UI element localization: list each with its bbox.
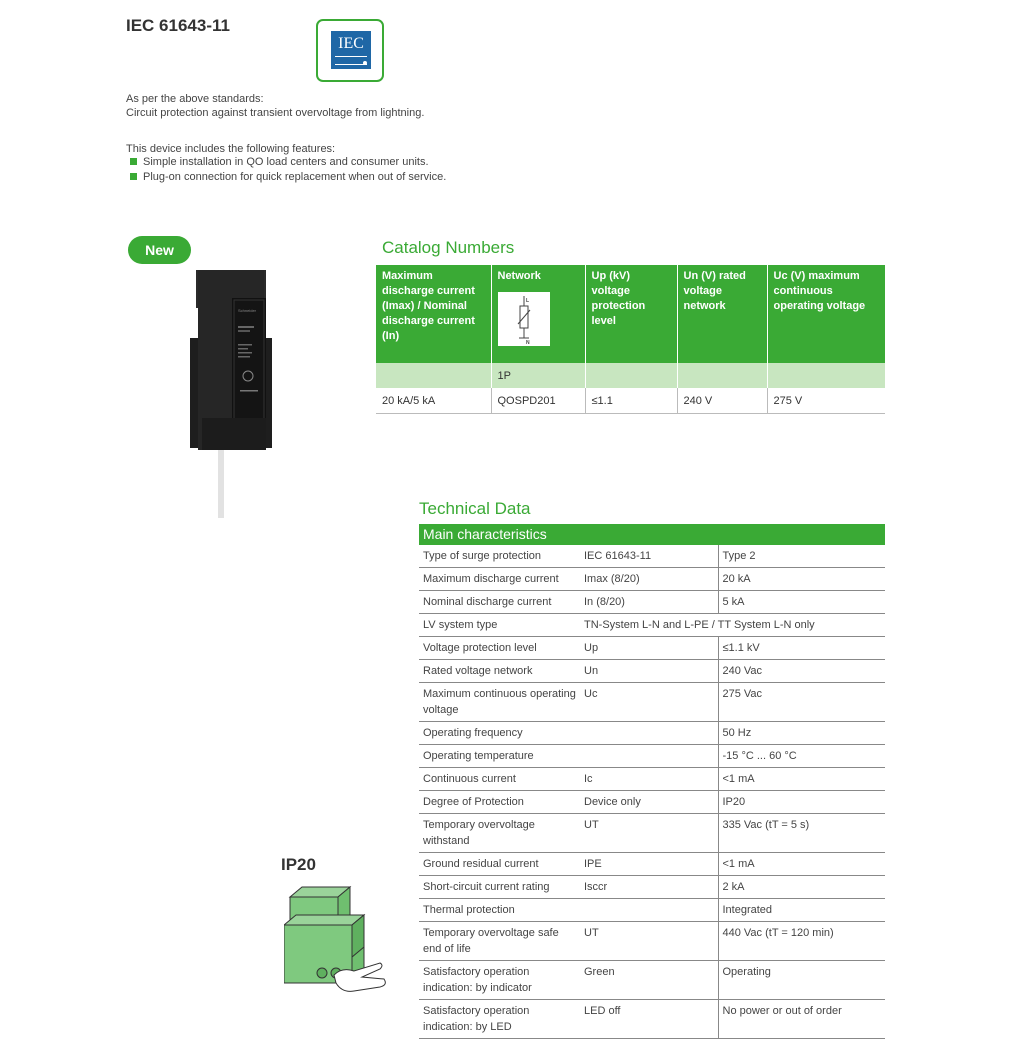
tech-label: Operating frequency — [419, 722, 580, 745]
tech-label: Satisfactory operation indication: by LED — [419, 1000, 580, 1039]
tech-label: Short-circuit current rating — [419, 876, 580, 899]
catalog-pole-row — [376, 363, 885, 388]
tech-label: Maximum discharge current — [419, 568, 580, 591]
catalog-cell — [376, 363, 491, 388]
tech-value: -15 °C ... 60 °C — [718, 745, 885, 768]
technical-row — [419, 614, 885, 637]
catalog-header: Maximum discharge current (Imax) / Nominal discharge current (In) — [376, 265, 491, 363]
feature-text: Simple installation in QO load centers and consumer units. — [143, 156, 429, 168]
technical-row — [419, 545, 885, 568]
tech-symbol: Up — [580, 637, 718, 660]
catalog-header-network — [491, 265, 585, 363]
intro-line-2: Circuit protection against transient overvoltage from lightning. — [126, 107, 425, 119]
technical-row — [419, 899, 885, 922]
iec-logo — [316, 19, 384, 82]
tech-label: Voltage protection level — [419, 637, 580, 660]
tech-symbol: Imax (8/20) — [580, 568, 718, 591]
tech-symbol: IEC 61643-11 — [580, 545, 718, 568]
catalog-cell: ≤1.1 — [585, 388, 677, 414]
tech-symbol: Isccr — [580, 876, 718, 899]
tech-symbol: UT — [580, 814, 718, 853]
catalog-reference: QOSPD201 — [491, 388, 585, 414]
iec-logo-dot — [363, 61, 367, 65]
tech-symbol: Green — [580, 961, 718, 1000]
tech-label: Thermal protection — [419, 899, 580, 922]
iec-logo-text: IEC — [338, 35, 364, 52]
feature-item — [130, 170, 446, 185]
tech-value: 5 kA — [718, 591, 885, 614]
svg-text:Schneider: Schneider — [238, 308, 257, 313]
ip20-title: IP20 — [281, 855, 316, 874]
tech-label: Temporary overvoltage safe end of life — [419, 922, 580, 961]
tech-symbol: In (8/20) — [580, 591, 718, 614]
catalog-cell — [767, 363, 885, 388]
catalog-cell: 20 kA/5 kA — [376, 388, 491, 414]
tech-symbol: IPE — [580, 853, 718, 876]
technical-row — [419, 591, 885, 614]
catalog-header: Uc (V) maximum continuous operating voltage — [767, 265, 885, 363]
ip20-device-illustration — [284, 885, 404, 1003]
technical-row — [419, 568, 885, 591]
catalog-header: Un (V) rated voltage network — [677, 265, 767, 363]
tech-label: Continuous current — [419, 768, 580, 791]
catalog-title: Catalog Numbers — [382, 238, 515, 257]
tech-value: Integrated — [718, 899, 885, 922]
tech-label: Temporary overvoltage withstand — [419, 814, 580, 853]
intro-line-1: As per the above standards: — [126, 93, 264, 105]
tech-value: <1 mA — [718, 768, 885, 791]
tech-value: Operating — [718, 961, 885, 1000]
tech-value: No power or out of order — [718, 1000, 885, 1039]
tech-label: Maximum continuous operating voltage — [419, 683, 580, 722]
technical-row — [419, 637, 885, 660]
svg-text:N: N — [525, 340, 530, 346]
catalog-table — [376, 265, 885, 414]
tech-label: LV system type — [419, 614, 580, 637]
technical-row — [419, 745, 885, 768]
tech-symbol: LED off — [580, 1000, 718, 1039]
catalog-cell — [585, 363, 677, 388]
tech-label: Rated voltage network — [419, 660, 580, 683]
surge-protector-product-image — [190, 268, 272, 518]
feature-item — [130, 155, 429, 170]
technical-row — [419, 814, 885, 853]
main-characteristics-header: Main characteristics — [419, 524, 885, 545]
tech-value: 240 Vac — [718, 660, 885, 683]
tech-label: Degree of Protection — [419, 791, 580, 814]
svg-text:L: L — [525, 298, 529, 304]
technical-row — [419, 853, 885, 876]
catalog-cell: 240 V — [677, 388, 767, 414]
technical-row — [419, 791, 885, 814]
tech-value: ≤1.1 kV — [718, 637, 885, 660]
tech-symbol: UT — [580, 922, 718, 961]
tech-symbol: TN-System L-N and L-PE / TT System L-N only — [580, 614, 885, 637]
tech-value: 2 kA — [718, 876, 885, 899]
bullet-square-icon — [130, 158, 137, 165]
technical-row — [419, 722, 885, 745]
catalog-header-label: Network — [497, 270, 541, 282]
tech-value: 275 Vac — [718, 683, 885, 722]
tech-label: Ground residual current — [419, 853, 580, 876]
tech-value: 440 Vac (tT = 120 min) — [718, 922, 885, 961]
technical-row — [419, 961, 885, 1000]
catalog-header: Up (kV) voltage protection level — [585, 265, 677, 363]
catalog-header-row — [376, 265, 885, 363]
tech-label: Operating temperature — [419, 745, 580, 768]
tech-value: 20 kA — [718, 568, 885, 591]
catalog-data-row — [376, 388, 885, 414]
technical-row — [419, 1000, 885, 1039]
tech-value: Type 2 — [718, 545, 885, 568]
technical-title: Technical Data — [419, 499, 531, 518]
tech-symbol — [580, 899, 718, 922]
network-diagram-icon — [498, 292, 550, 346]
bullet-square-icon — [130, 173, 137, 180]
catalog-pole-label: 1P — [491, 363, 585, 388]
tech-value: <1 mA — [718, 853, 885, 876]
tech-label: Nominal discharge current — [419, 591, 580, 614]
tech-symbol: Un — [580, 660, 718, 683]
tech-value: 335 Vac (tT = 5 s) — [718, 814, 885, 853]
iec-logo-mark — [331, 31, 371, 69]
features-heading: This device includes the following features: — [126, 143, 336, 155]
standard-title: IEC 61643-11 — [126, 16, 230, 35]
catalog-cell: 275 V — [767, 388, 885, 414]
tech-label: Satisfactory operation indication: by indicator — [419, 961, 580, 1000]
new-badge: New — [128, 236, 191, 264]
tech-symbol — [580, 745, 718, 768]
technical-row — [419, 876, 885, 899]
feature-text: Plug-on connection for quick replacement when out of service. — [143, 171, 447, 183]
tech-value: 50 Hz — [718, 722, 885, 745]
technical-row — [419, 683, 885, 722]
technical-row — [419, 660, 885, 683]
tech-label: Type of surge protection — [419, 545, 580, 568]
technical-row — [419, 768, 885, 791]
technical-row — [419, 922, 885, 961]
tech-symbol — [580, 722, 718, 745]
technical-table — [419, 524, 885, 1039]
tech-value: IP20 — [718, 791, 885, 814]
catalog-cell — [677, 363, 767, 388]
tech-symbol: Ic — [580, 768, 718, 791]
tech-symbol: Device only — [580, 791, 718, 814]
tech-symbol: Uc — [580, 683, 718, 722]
